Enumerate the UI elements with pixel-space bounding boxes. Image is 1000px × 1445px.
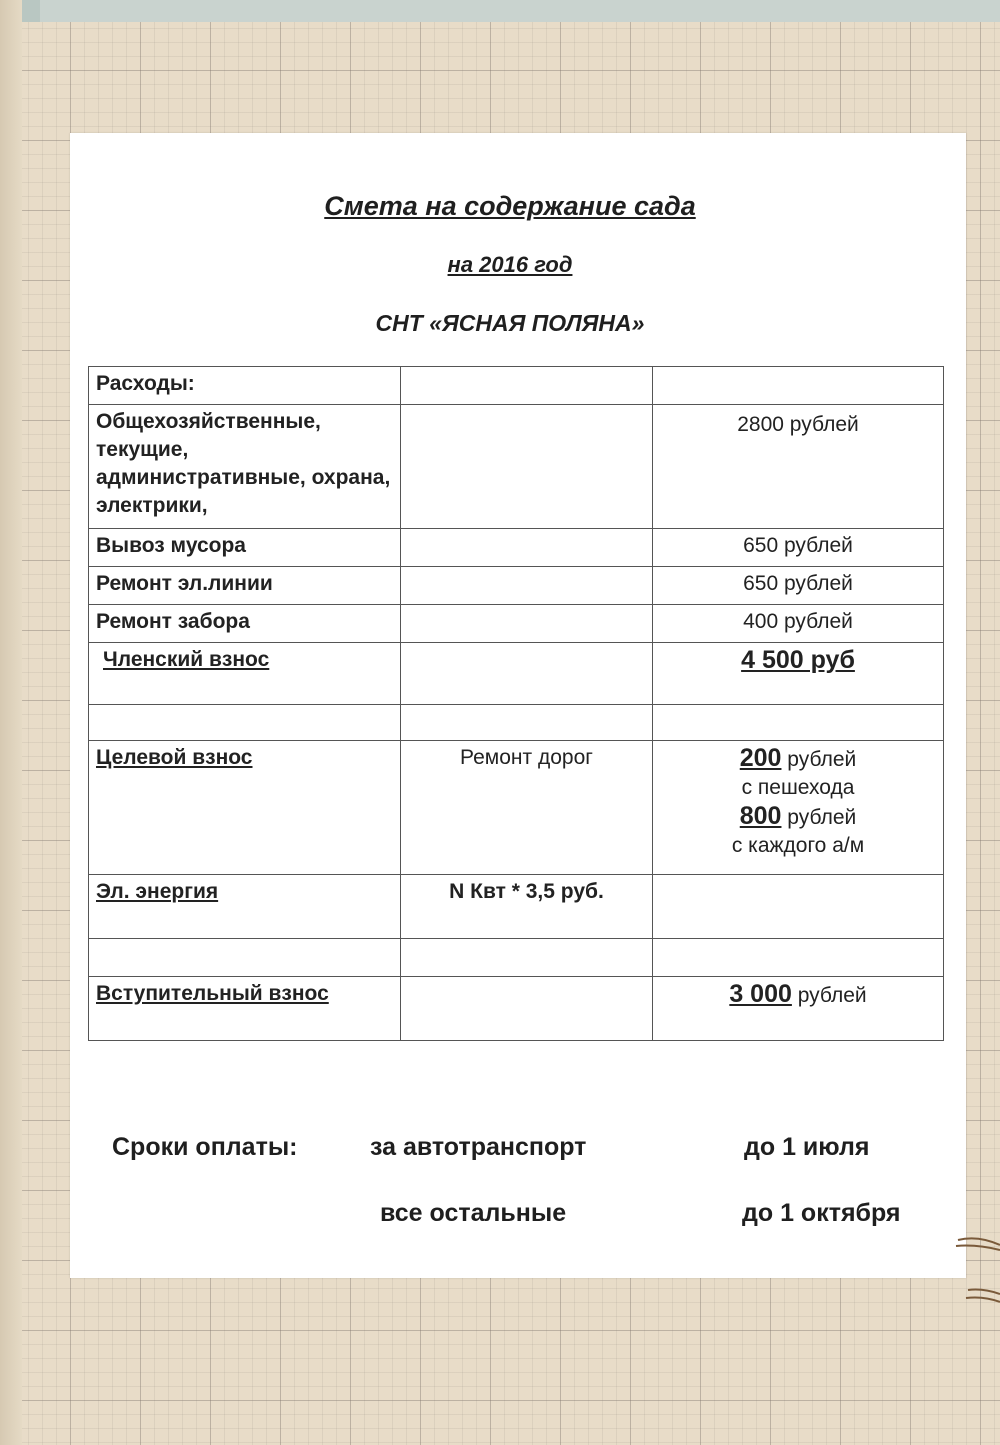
empty-cell [401, 405, 653, 529]
electricity-formula: N Квт * 3,5 руб. [401, 875, 653, 939]
general-expenses-amount: 2800 рублей [653, 405, 944, 529]
target-fee-label: Целевой взнос [89, 741, 401, 875]
table-row [89, 405, 944, 529]
binding-edge [0, 0, 22, 1445]
table-row [89, 741, 944, 875]
document-year: на 2016 год [447, 252, 573, 277]
fence-label: Ремонт забора [89, 605, 401, 643]
pedestrian-fee-amount: 200 [739, 744, 782, 772]
table-row [89, 367, 944, 405]
table-row [89, 705, 944, 741]
membership-fee-amount: 4 500 руб [653, 643, 944, 705]
estimate-sheet [70, 133, 966, 1278]
electricity-label: Эл. энергия [89, 875, 401, 939]
empty-cell [401, 367, 653, 405]
garbage-amount: 650 рублей [653, 529, 944, 567]
empty-cell [89, 705, 401, 741]
empty-cell [401, 567, 653, 605]
membership-fee-label: Членский взнос [89, 643, 401, 705]
empty-cell [653, 939, 944, 977]
binding-thread [928, 1210, 1000, 1320]
empty-cell [401, 705, 653, 741]
fence-amount: 400 рублей [653, 605, 944, 643]
general-expenses-label: Общехозяйственные, текущие, административные, охрана, электрики, [89, 405, 401, 529]
empty-cell [401, 605, 653, 643]
table-row [89, 529, 944, 567]
empty-cell [401, 939, 653, 977]
payment-deadline-vehicles: до 1 июля [744, 1133, 870, 1161]
entrance-fee-amount: 3 000 [729, 980, 792, 1008]
estimate-table [88, 366, 944, 1041]
table-row [89, 643, 944, 705]
table-row [89, 605, 944, 643]
vehicle-fee-note: с каждого а/м [731, 834, 865, 857]
power-line-amount: 650 рублей [653, 567, 944, 605]
garbage-label: Вывоз мусора [89, 529, 401, 567]
entrance-fee-cell [653, 977, 944, 1041]
table-row [89, 977, 944, 1041]
table-row [89, 939, 944, 977]
payment-terms-label: Сроки оплаты: [112, 1133, 298, 1161]
pedestrian-fee-note: с пешехода [741, 776, 855, 799]
empty-cell [401, 977, 653, 1041]
empty-cell [653, 367, 944, 405]
vehicle-fee-amount: 800 [739, 802, 782, 830]
entrance-fee-unit: рублей [791, 984, 867, 1007]
payment-deadline-others: до 1 октября [742, 1199, 901, 1227]
vehicle-fee-unit: рублей [781, 806, 857, 829]
organization-name: СНТ «ЯСНАЯ ПОЛЯНА» [375, 310, 645, 336]
pedestrian-fee-unit: рублей [781, 748, 857, 771]
payment-item-vehicles: за автотранспорт [370, 1133, 587, 1161]
empty-cell [653, 705, 944, 741]
road-repair-label: Ремонт дорог [401, 741, 653, 875]
empty-cell [401, 643, 653, 705]
entrance-fee-label: Вступительный взнос [89, 977, 401, 1041]
top-edge-strip [0, 0, 1000, 22]
table-row [89, 875, 944, 939]
target-fee-amounts [653, 741, 944, 875]
power-line-label: Ремонт эл.линии [89, 567, 401, 605]
expenses-header: Расходы: [89, 367, 401, 405]
empty-cell [401, 529, 653, 567]
payment-item-others: все остальные [380, 1199, 567, 1227]
empty-cell [653, 875, 944, 939]
document-title: Смета на содержание сада [324, 191, 696, 221]
table-row [89, 567, 944, 605]
empty-cell [89, 939, 401, 977]
